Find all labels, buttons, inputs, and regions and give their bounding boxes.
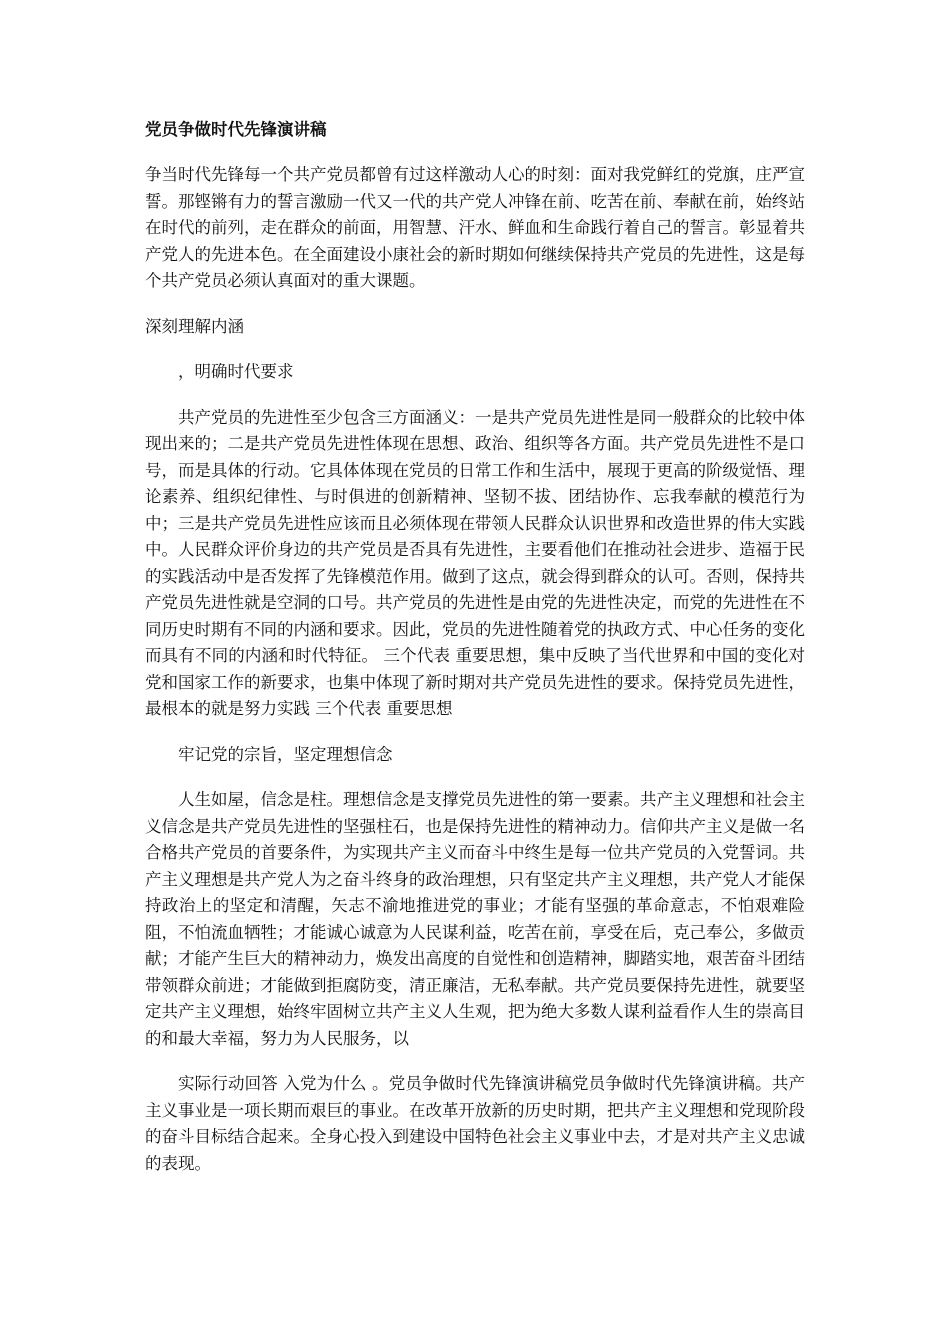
paragraph-ideals: 人生如屋，信念是柱。理想信念是支撑党员先进性的第一要素。共产主义理想和社会主义信念是共产党员先进性的坚强柱石，也是保持先进性的精神动力。信仰共产主义是做一名合格共产党员的首要条件，为实现共产主义而奋斗中终生是每一位共产党员的入党誓词。共产主义理想是共产党人为之奋斗终身的政治理想，只有坚定共产主义理想，共产党人才能保持政治上的坚定和清醒，矢志不渝地推进党的事业；才能有坚强的革命意志，不怕艰难险阻，不怕流血牺牲；才能诚心诚意为人民谋利益，吃苦在前，享受在后，克己奉公，多做贡献；才能产生巨大的精神动力，焕发出高度的自觉性和创造精神，脚踏实地，艰苦奋斗团结带领群众前进；才能做到拒腐防变，清正廉洁，无私奉献。共产党员要保持先进性，就要坚定共产主义理想，始终牢固树立共产主义人生观，把为绝大多数人谋利益看作人生的崇高目的和最大幸福，努力为人民服务，以 [145,790,805,1048]
section-heading-ideals: 牢记党的宗旨，坚定理想信念 [178,744,393,764]
paragraph-advancement: 共产党员的先进性至少包含三方面涵义：一是共产党员先进性是同一般群众的比较中体现出来的；二是共产党员先进性体现在思想、政治、组织等各方面。共产党员先进性不是口号，而是具体的行动。它具体体现在党员的日常工作和生活中，展现于更高的阶级觉悟、理论素养、组织纪律性、与时俱进的创新精神、坚韧不拔、团结协作、忘我奉献的模范行为中；三是共产党员先进性应该而且必须体现在带领人民群众认识世界和改造世界的伟大实践中。人民群众评价身边的共产党员是否具有先进性，主要看他们在推动社会进步、造福于民的实践活动中是否发挥了先锋模范作用。做到了这点，就会得到群众的认可。否则，保持共产党员先进性就是空洞的口号。共产党员的先进性是由党的先进性决定，而党的先进性在不同历史时期有不同的内涵和要求。因此，党员的先进性随着党的执政方式、中心任务的变化而具有不同的内涵和时代特征。 三个代表 重要思想，集中反映了当代世界和中国的变化对党和国家工作的新要求，也集中体现了新时期对共产党员先进性的要求。保持党员先进性，最根本的就是努力实践 三个代表 重要思想 [145,407,805,718]
section-heading-understand: 深刻理解内涵 [145,316,244,336]
paragraph-intro: 争当时代先锋每一个共产党员都曾有过这样激动人心的时刻：面对我党鲜红的党旗，庄严宣誓。那铿锵有力的誓言激励一代又一代的共产党人冲锋在前、吃苦在前、奉献在前，始终站在时代的前列，走在群众的前面，用智慧、汗水、鲜血和生命践行着自己的誓言。彰显着共产党人的先进本色。在全面建设小康社会的新时期如何继续保持共产党员的先进性，这是每个共产党员必须认真面对的重大课题。 [145,165,805,290]
document-title: 党员争做时代先锋演讲稿 [145,120,327,139]
section-subheading-requirements: ，明确时代要求 [178,362,294,381]
document-page [145,118,805,1177]
paragraph-action: 实际行动回答 入党为什么 。党员争做时代先锋演讲稿党员争做时代先锋演讲稿。共产主义事业是一项长期而艰巨的事业。在改革开放新的历史时期，把共产主义理想和党现阶段的奋斗目标结合起来。全身心投入到建设中国特色社会主义事业中去，才是对共产主义忠诚的表现。 [145,1074,805,1173]
